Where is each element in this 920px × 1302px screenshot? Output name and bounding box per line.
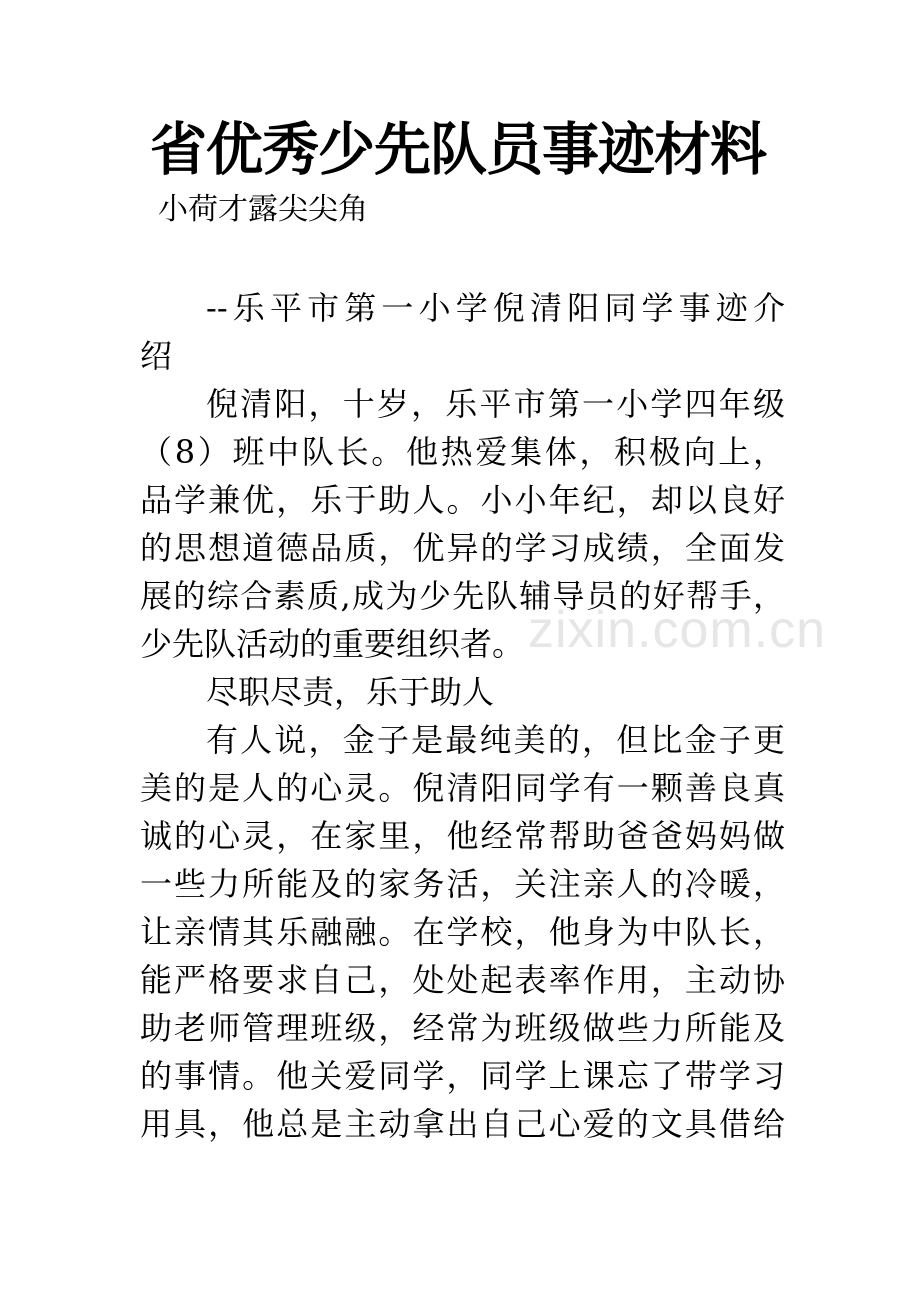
text-line: 有人说，金子是最纯美的，但比金子更	[206, 721, 785, 759]
section-heading	[140, 668, 785, 716]
text-line: --乐平市第一小学倪清阳同学事迹介	[206, 289, 785, 327]
document-title: 省优秀少先队员事迹材料	[150, 116, 766, 183]
paragraph-byline	[140, 284, 785, 380]
text-line: 的事情。他关爱同学，同学上课忘了带学习	[140, 1057, 785, 1095]
text-line: 一些力所能及的家务活，关注亲人的冷暖，	[140, 865, 785, 903]
text-line: 品学兼优，乐于助人。小小年纪，却以良好	[140, 481, 785, 519]
text-line: 用具，他总是主动拿出自己心爱的文具借给	[140, 1105, 785, 1143]
text-line: （8）班中队长。他热爱集体，积极向上，	[140, 433, 785, 471]
text-line: 能严格要求自己，处处起表率作用，主动协	[140, 961, 785, 999]
text-line: 美的是人的心灵。倪清阳同学有一颗善良真	[140, 769, 785, 807]
text-line: 展的综合素质,成为少先队辅导员的好帮手，	[140, 577, 785, 615]
text-line: 让亲情其乐融融。在学校，他身为中队长，	[140, 913, 785, 951]
text-line: 尽职尽责，乐于助人	[206, 673, 495, 711]
document-body	[140, 284, 785, 1148]
document-subtitle: 小荷才露尖尖角	[158, 192, 368, 227]
text-line: 倪清阳，十岁，乐平市第一小学四年级	[206, 385, 785, 423]
text-line: 少先队活动的重要组织者。	[140, 625, 525, 663]
text-line: 的思想道德品质，优异的学习成绩，全面发	[140, 529, 785, 567]
text-line: 诚的心灵，在家里，他经常帮助爸爸妈妈做	[140, 817, 785, 855]
paragraph-intro	[140, 380, 785, 668]
text-line: 绍	[140, 337, 173, 375]
paragraph-body	[140, 716, 785, 1148]
watermark: zixin.com.cn	[528, 601, 827, 659]
text-line: 助老师管理班级，经常为班级做些力所能及	[140, 1009, 785, 1047]
